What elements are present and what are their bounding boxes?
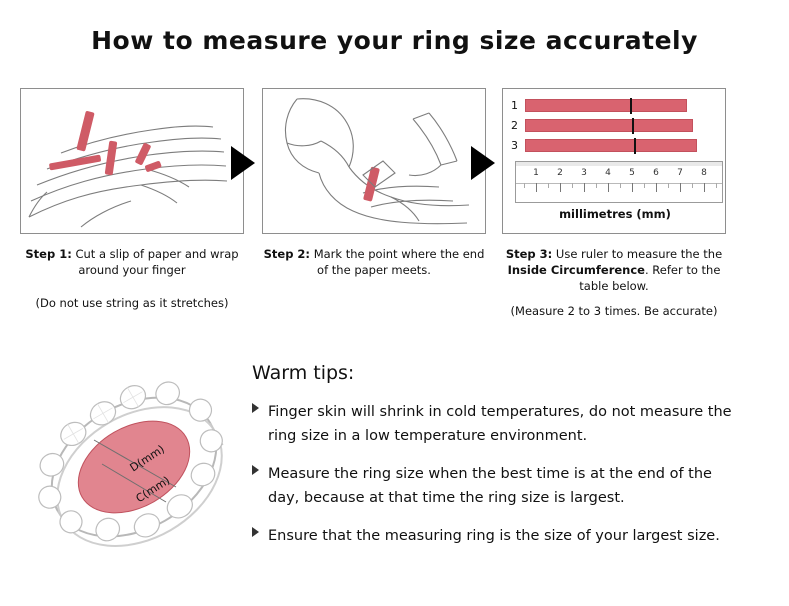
ring-diameter-label: D(mm) xyxy=(127,442,167,475)
tip-text: Finger skin will shrink in cold temperatures, do not measure the ring size in a low temperature environment. xyxy=(268,404,732,444)
ruler-graphic xyxy=(515,161,723,203)
tip-item xyxy=(252,400,772,448)
triangle-bullet-icon xyxy=(252,527,259,537)
strip-number: 1 xyxy=(511,99,518,112)
step-2 xyxy=(262,88,486,296)
paper-strip-2 xyxy=(525,119,693,132)
step-1-note: (Do not use string as it stretches) xyxy=(35,296,229,310)
step-2-label: Step 2: xyxy=(263,247,311,261)
step-3-label: Step 3: xyxy=(505,247,553,261)
tip-text: Measure the ring size when the best time is at the end of the day, because at that time the ring size is largest. xyxy=(268,466,712,506)
strip-number: 2 xyxy=(511,119,518,132)
paper-strip-row xyxy=(511,137,721,154)
step-1-text: Cut a slip of paper and wrap around your finger xyxy=(75,247,239,277)
paper-strips-group xyxy=(511,97,721,157)
page-title: How to measure your ring size accurately xyxy=(91,26,698,55)
step-1 xyxy=(20,88,244,310)
ruler-number: 5 xyxy=(629,168,635,178)
step-2-panel xyxy=(262,88,486,234)
tip-item xyxy=(252,462,772,510)
paper-strip-row xyxy=(511,97,721,114)
ruler-top-band xyxy=(516,162,722,166)
triangle-bullet-icon xyxy=(252,403,259,413)
step-3-panel xyxy=(502,88,726,234)
steps-row xyxy=(0,88,789,348)
arrow-right-icon-2 xyxy=(471,146,495,180)
ruler-number: 3 xyxy=(581,168,587,178)
step-2-caption xyxy=(262,246,486,278)
hand-with-paper-slip-illustration xyxy=(21,89,243,233)
tip-item xyxy=(252,524,772,548)
ruler-number: 6 xyxy=(653,168,659,178)
ruler-number: 4 xyxy=(605,168,611,178)
ruler-number: 2 xyxy=(557,168,563,178)
warm-tips-heading: Warm tips: xyxy=(252,362,355,384)
mark-tick-icon xyxy=(634,138,636,154)
paper-strip-1 xyxy=(525,99,687,112)
step-1-panel xyxy=(20,88,244,234)
triangle-bullet-icon xyxy=(252,465,259,475)
arrow-right-icon-1 xyxy=(231,146,255,180)
step-3-caption xyxy=(502,246,726,294)
mark-tick-icon xyxy=(630,98,632,114)
step-3 xyxy=(502,88,726,318)
ruler-unit-label: millimetres (mm) xyxy=(559,207,671,221)
ring-circumference-label: C(mm) xyxy=(133,473,173,506)
step-3-note: (Measure 2 to 3 times. Be accurate) xyxy=(510,304,718,318)
paper-strip-3 xyxy=(525,139,697,152)
inside-circumference-emphasis: Inside Circumference xyxy=(507,263,645,277)
step-2-text: Mark the point where the end of the paper meets. xyxy=(313,247,485,277)
paper-strip-row xyxy=(511,117,721,134)
ruler-number: 1 xyxy=(533,168,539,178)
step-1-label: Step 1: xyxy=(25,247,72,261)
mark-tick-icon xyxy=(632,118,634,134)
warm-tips-section xyxy=(252,362,772,562)
strip-number: 3 xyxy=(511,139,518,152)
ruler-number: 7 xyxy=(677,168,683,178)
tip-text: Ensure that the measuring ring is the size of your largest size. xyxy=(268,528,720,544)
ruler-number: 8 xyxy=(701,168,707,178)
hand-marking-paper-illustration xyxy=(263,89,485,233)
step-3-text: Use ruler to measure the the Inside Circumference. Refer to the table below. xyxy=(507,247,723,293)
ring-diagram xyxy=(24,352,244,582)
step-1-caption xyxy=(20,246,244,278)
